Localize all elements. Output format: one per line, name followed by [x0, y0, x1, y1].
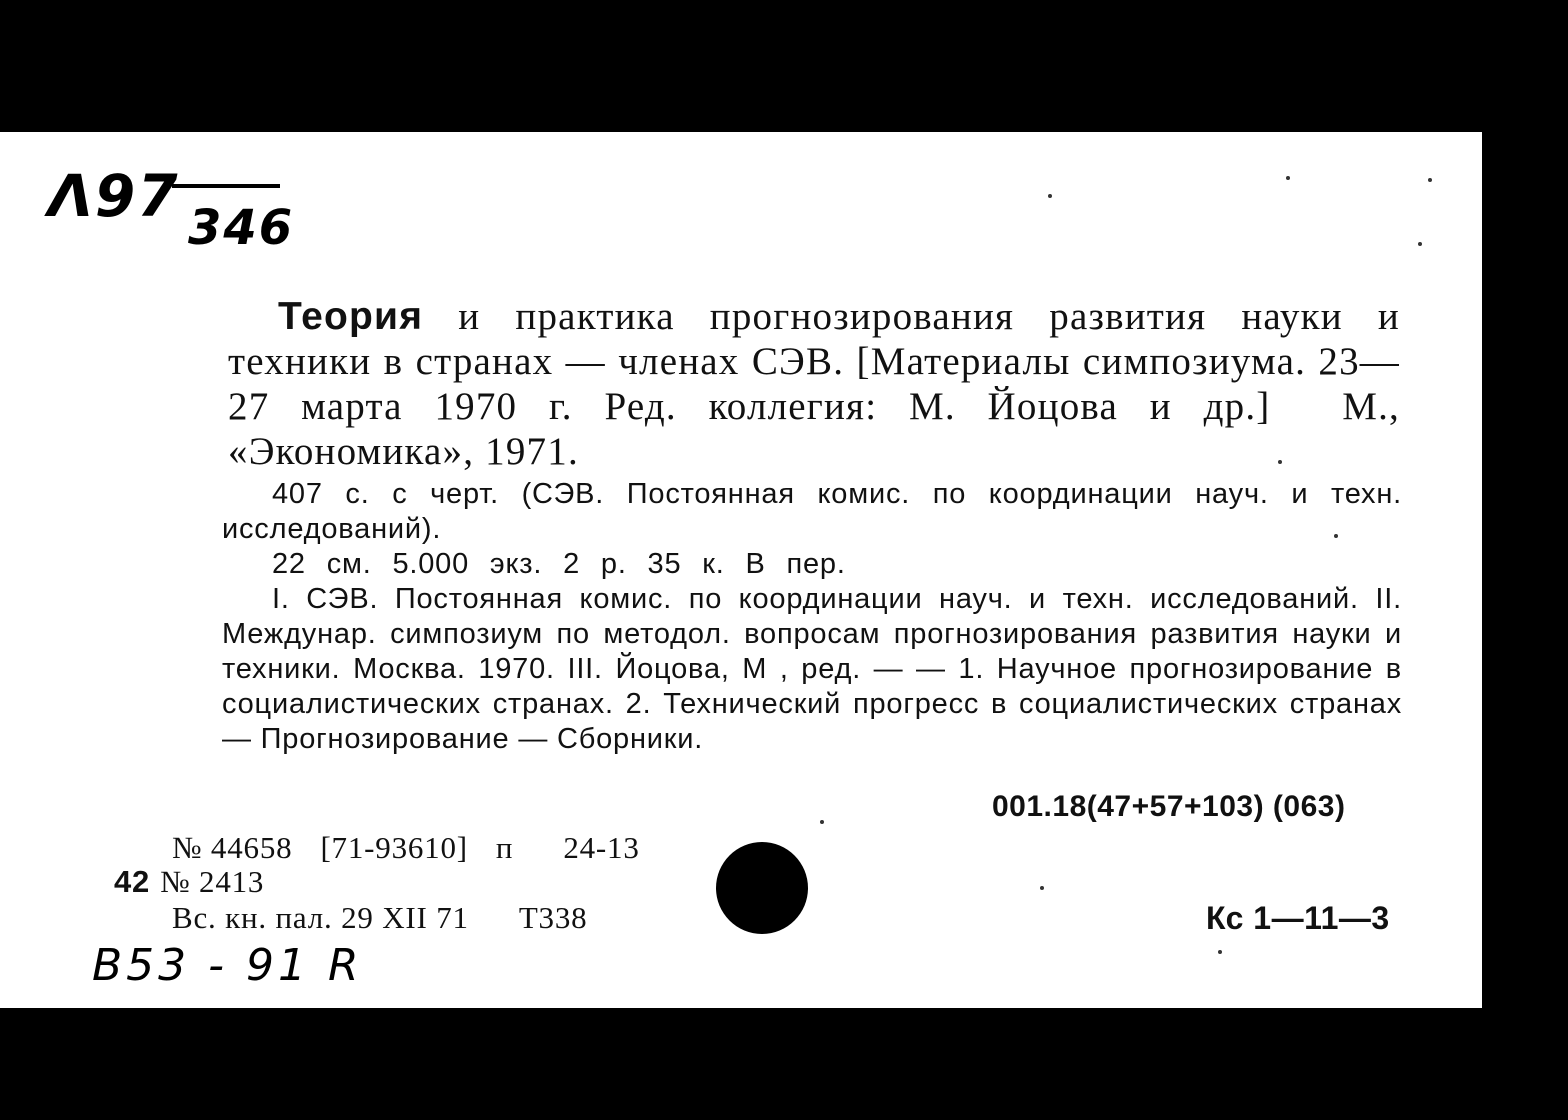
entry-description — [228, 294, 1400, 474]
entry-title-lead: Теория — [278, 295, 424, 338]
registration-number: № 44658 — [172, 830, 293, 865]
speck — [1428, 178, 1432, 182]
catalog-card — [0, 132, 1482, 1008]
registration-chamber-code: Т338 — [518, 900, 588, 935]
speck — [1040, 886, 1044, 890]
shelfmark-fraction-line — [172, 184, 280, 188]
registration-number-2: № 2413 — [160, 864, 265, 899]
registration-code: [71-93610] — [320, 830, 468, 865]
punch-hole — [716, 842, 808, 934]
speck — [1418, 242, 1422, 246]
registration-chamber: Вс. кн. пал. 29 XII 71 — [172, 900, 469, 935]
entry-format: 22 см. 5.000 экз. 2 р. 35 к. В пер. — [272, 548, 846, 580]
classification-code: 001.18(47+57+103) (063) — [992, 790, 1346, 823]
registration-num: 24-13 — [563, 830, 640, 865]
speck — [820, 820, 824, 824]
registration-line-2 — [114, 864, 264, 900]
inventory-number: B53 - 91 R — [92, 940, 363, 991]
entry-pages: 407 с. с черт. (СЭВ. Постоянная комис. по координации науч. и техн. исследований). — [222, 478, 1402, 545]
registration-mark: п — [495, 830, 514, 865]
entry-title-rest: и практика прогнозирования развития науки и техники в странах — членах СЭВ. [Материалы симпозиума. 23—27 марта 1970 г. Ред. коллегия: М. Йоцова и др.] — [228, 295, 1400, 428]
speck — [1286, 176, 1290, 180]
speck — [1048, 194, 1052, 198]
speck — [1334, 534, 1338, 538]
speck — [1278, 460, 1282, 464]
registration-prefix: 42 — [114, 864, 151, 899]
entry-publication: М., «Экономика», 1971. — [228, 385, 1400, 473]
card-code: Кс 1—11—3 — [1206, 900, 1390, 936]
registration-line-3 — [172, 900, 587, 936]
shelfmark-denominator: 346 — [188, 200, 295, 256]
entry-index-terms: I. СЭВ. Постоянная комис. по координации науч. и техн. исследований. II. Междунар. симпозиум по методол. вопросам прогнозирования развития науки и техники. Москва. 1970. III. Йоцова, М , ред. — — 1. Научное прогнозирование в социалистических странах. 2. Технический прогресс в социалистических странах — Прогнозирование — Сборники. — [222, 583, 1402, 755]
registration-line-1 — [172, 830, 640, 866]
shelfmark-numerator: Λ97 — [48, 162, 180, 230]
speck — [1218, 950, 1222, 954]
